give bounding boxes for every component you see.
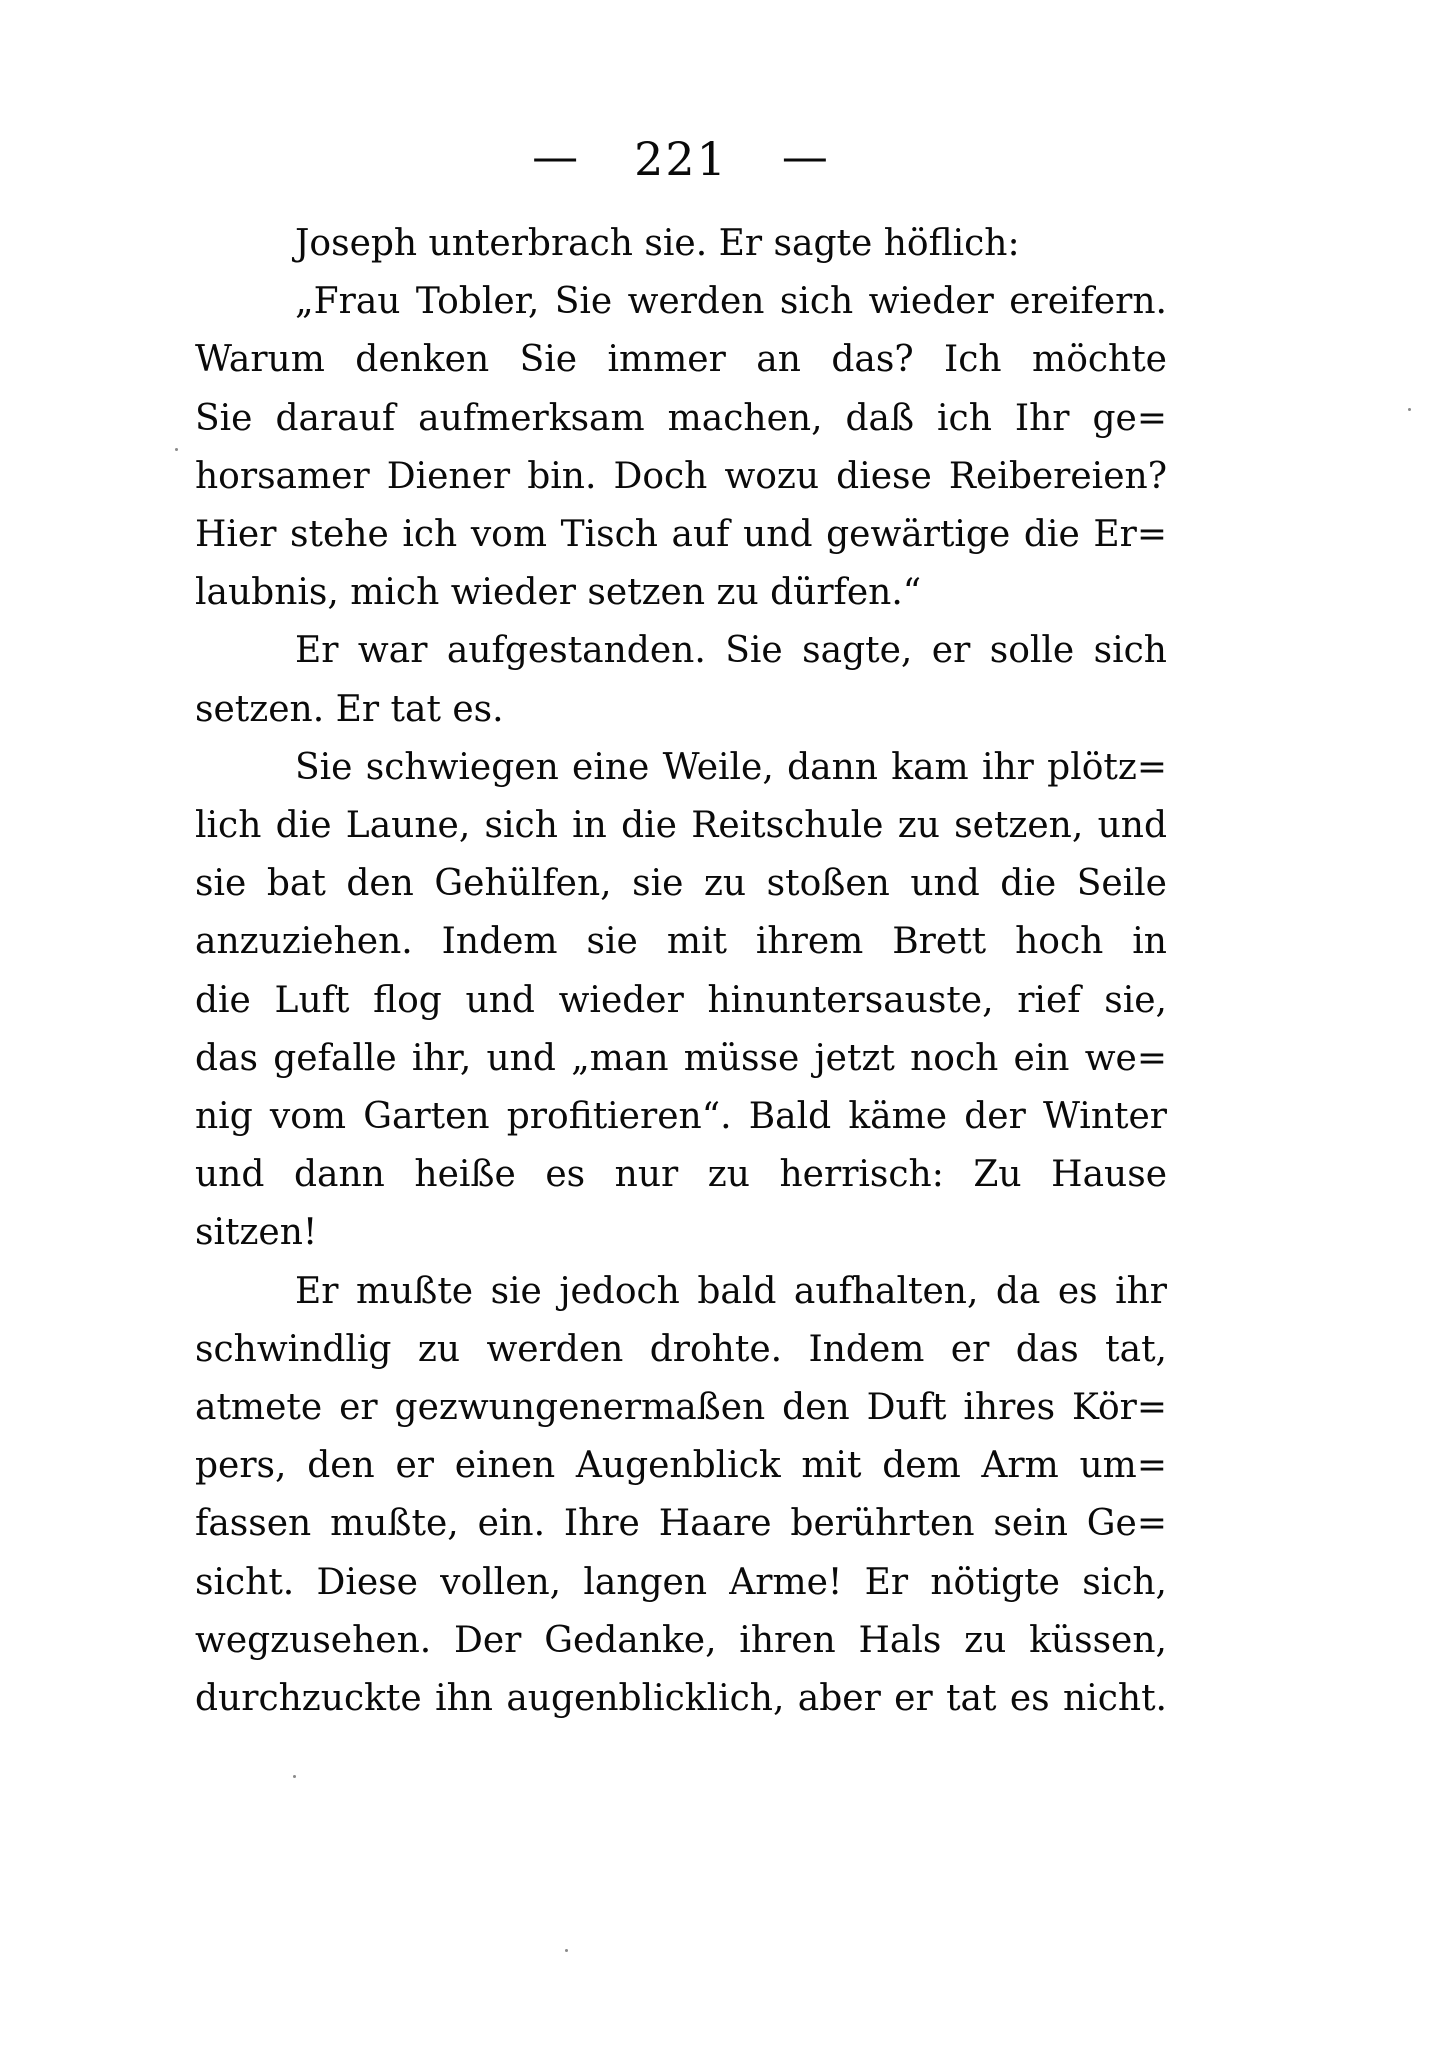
scan-speck <box>175 448 178 451</box>
text-line: das gefalle ihr, und „man müsse jetzt noch ein we= <box>195 1037 1167 1079</box>
body-text <box>195 215 1167 1728</box>
scan-speck <box>293 1775 296 1778</box>
text-line: Sie darauf aufmerksam machen, daß ich Ihr ge= <box>195 397 1167 439</box>
page-header <box>195 129 1167 186</box>
text-line: „Frau Tobler, Sie werden sich wieder ereifern. <box>295 281 1167 323</box>
text-line: setzen. Er tat es. <box>195 688 504 730</box>
text-line: Er mußte sie jedoch bald aufhalten, da es ihr <box>295 1270 1167 1312</box>
text-line: und dann heiße es nur zu herrisch: Zu Hause <box>195 1154 1167 1196</box>
page-number: 221 <box>634 132 728 186</box>
text-line: fassen mußte, ein. Ihre Haare berührten sein Ge= <box>195 1503 1167 1545</box>
text-line: wegzusehen. Der Gedanke, ihren Hals zu küssen, <box>195 1619 1167 1661</box>
text-line: Hier stehe ich vom Tisch auf und gewärtige die Er= <box>195 514 1167 556</box>
text-line: lich die Laune, sich in die Reitschule zu setzen, und <box>195 805 1167 847</box>
text-line: sitzen! <box>195 1212 318 1254</box>
header-right-dash: — <box>781 129 830 183</box>
text-line: die Luft flog und wieder hinuntersauste, rief sie, <box>195 979 1167 1021</box>
text-line: nig vom Garten profitieren“. Bald käme der Winter <box>195 1096 1167 1138</box>
text-line: horsamer Diener bin. Doch wozu diese Reibereien? <box>195 455 1167 497</box>
text-line: laubnis, mich wieder setzen zu dürfen.“ <box>195 572 922 614</box>
text-line: atmete er gezwungenermaßen den Duft ihres Kör= <box>195 1387 1167 1429</box>
text-line: sie bat den Gehülfen, sie zu stoßen und die Seile <box>195 863 1167 905</box>
text-line: Joseph unterbrach sie. Er sagte höflich: <box>295 223 1020 264</box>
text-line: Warum denken Sie immer an das? Ich möchte <box>195 339 1167 381</box>
text-line: durchzuckte ihn augenblicklich, aber er tat es nicht. <box>195 1678 1167 1720</box>
header-left-dash: — <box>532 129 581 183</box>
text-line: sicht. Diese vollen, langen Arme! Er nötigte sich, <box>195 1561 1167 1603</box>
scan-speck <box>1408 408 1411 411</box>
text-line: schwindlig zu werden drohte. Indem er das tat, <box>195 1328 1167 1370</box>
text-line: anzuziehen. Indem sie mit ihrem Brett hoch in <box>195 921 1167 963</box>
text-line: Er war aufgestanden. Sie sagte, er solle sich <box>295 630 1167 672</box>
text-line: pers, den er einen Augenblick mit dem Arm um= <box>195 1445 1167 1487</box>
text-line: Sie schwiegen eine Weile, dann kam ihr plötz= <box>295 746 1167 788</box>
scan-speck <box>565 1949 568 1952</box>
